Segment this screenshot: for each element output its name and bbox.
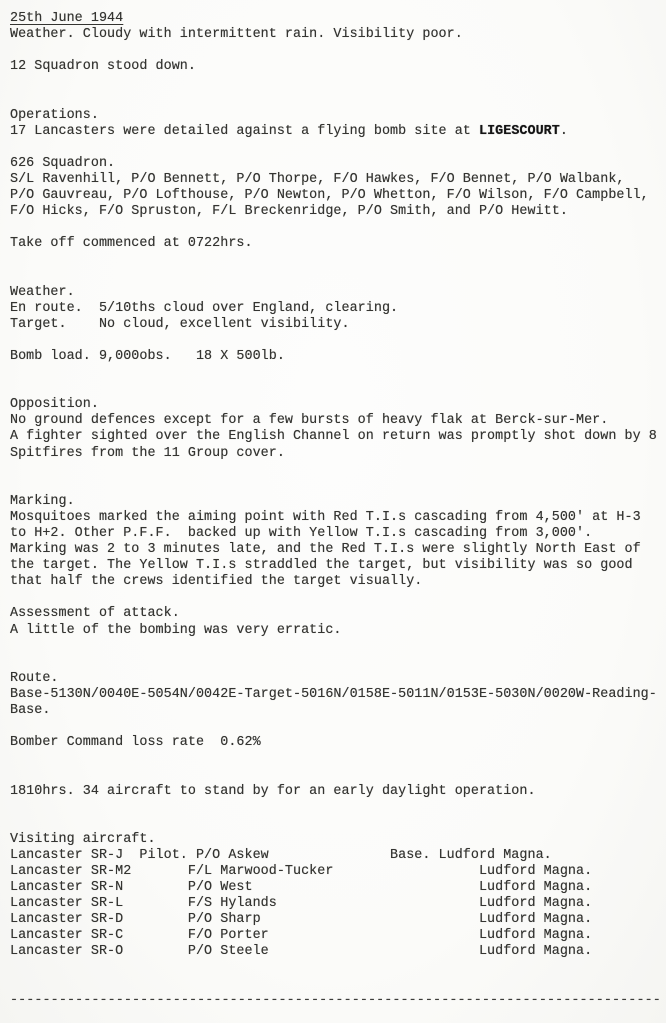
doc-line xyxy=(10,574,666,590)
text-run: Lancaster SR-J Pilot. P/O Askew Base. Ludford Magna. xyxy=(10,847,552,863)
text-run: Assessment of attack. xyxy=(10,606,180,622)
text-run: P/O Gauvreau, P/O Lofthouse, P/O Newton, P/O Whetton, F/O Wilson, F/O Campbell, xyxy=(10,188,649,204)
doc-line xyxy=(10,816,666,832)
text-run: Lancaster SR-O P/O Steele Ludford Magna. xyxy=(10,944,593,960)
text-run: En route. 5/10ths cloud over England, clearing. xyxy=(10,300,399,316)
text-run: Target. No cloud, excellent visibility. xyxy=(10,316,350,332)
doc-line xyxy=(10,993,666,1009)
doc-line xyxy=(10,397,666,413)
doc-line xyxy=(10,767,666,783)
doc-line xyxy=(10,703,666,719)
doc-line xyxy=(10,59,666,75)
doc-line xyxy=(10,671,666,687)
text-run: Route. xyxy=(10,670,59,686)
doc-line xyxy=(10,896,666,912)
doc-line xyxy=(10,172,666,188)
doc-line xyxy=(10,188,666,204)
text-run: Marking was 2 to 3 minutes late, and the Red T.I.s were slightly North East of xyxy=(10,542,641,558)
text-run: Lancaster SR-N P/O West Ludford Magna. xyxy=(10,880,593,896)
doc-line xyxy=(10,928,666,944)
text-run: Weather. xyxy=(10,284,75,300)
doc-line xyxy=(10,43,666,59)
doc-line xyxy=(10,446,666,462)
text-run: A little of the bombing was very erratic. xyxy=(10,622,342,638)
text-run: Visiting aircraft. xyxy=(10,831,156,847)
doc-line xyxy=(10,558,666,574)
text-run: Spitfires from the 11 Group cover. xyxy=(10,445,285,461)
text-run: Opposition. xyxy=(10,397,99,413)
doc-line xyxy=(10,349,666,365)
text-run: . xyxy=(559,123,568,139)
text-run: Bomb load. 9,000obs. 18 X 500lb. xyxy=(10,348,285,364)
doc-line xyxy=(10,220,666,236)
typed-dashed-rule: -------------------------------------------------------------------------------- xyxy=(10,992,661,1008)
text-run: the target. The Yellow T.I.s straddled the target, but visibility was so good xyxy=(10,558,633,574)
text-run: that half the crews identified the target visually. xyxy=(10,574,423,590)
text-run: A fighter sighted over the English Channel on return was promptly shot down by 8 xyxy=(10,429,657,445)
doc-line xyxy=(10,639,666,655)
doc-line xyxy=(10,381,666,397)
doc-line xyxy=(10,252,666,268)
doc-line xyxy=(10,317,666,333)
text-run: S/L Ravenhill, P/O Bennett, P/O Thorpe, F/O Hawkes, F/O Bennet, P/O Walbank, xyxy=(10,171,625,187)
text-run: 1810hrs. 34 aircraft to stand by for an early daylight operation. xyxy=(10,783,536,799)
doc-line xyxy=(10,977,666,993)
doc-line xyxy=(10,848,666,864)
text-run: Bomber Command loss rate 0.62% xyxy=(10,735,261,751)
text-run: Base-5130N/0040E-5054N/0042E-Target-5016N/0158E-5011N/0153E-5030N/0020W-Reading- xyxy=(10,686,657,702)
text-run: No ground defences except for a few bursts of heavy flak at Berck-sur-Mer. xyxy=(10,413,609,429)
text-run: Base. xyxy=(10,703,51,719)
doc-line xyxy=(10,27,666,43)
doc-line xyxy=(10,365,666,381)
doc-line xyxy=(10,606,666,622)
doc-line xyxy=(10,944,666,960)
doc-line xyxy=(10,285,666,301)
doc-line xyxy=(10,784,666,800)
text-run: Lancaster SR-L F/S Hylands Ludford Magna. xyxy=(10,896,593,912)
doc-line xyxy=(10,462,666,478)
doc-line xyxy=(10,832,666,848)
doc-line xyxy=(10,91,666,107)
doc-line xyxy=(10,880,666,896)
text-run: Weather. Cloudy with intermittent rain. Visibility poor. xyxy=(10,27,463,43)
text-run: F/O Hicks, F/O Spruston, F/L Breckenridge, P/O Smith, and P/O Hewitt. xyxy=(10,204,568,220)
doc-line xyxy=(10,912,666,928)
doc-line xyxy=(10,108,666,124)
text-run: Operations. xyxy=(10,107,99,123)
date-heading: 25th June 1944 xyxy=(10,11,124,26)
doc-line xyxy=(10,735,666,751)
text-run: Mosquitoes marked the aiming point with Red T.I.s cascading from 4,500' at H-3 xyxy=(10,509,641,525)
doc-line xyxy=(10,413,666,429)
doc-line xyxy=(10,429,666,445)
doc-line xyxy=(10,156,666,172)
doc-line xyxy=(10,236,666,252)
doc-line xyxy=(10,75,666,91)
doc-line xyxy=(10,301,666,317)
doc-line xyxy=(10,542,666,558)
doc-line xyxy=(10,124,666,140)
text-run: Lancaster SR-D P/O Sharp Ludford Magna. xyxy=(10,912,593,928)
doc-line xyxy=(10,11,666,27)
text-run: 626 Squadron. xyxy=(10,155,116,171)
doc-line xyxy=(10,864,666,880)
text-run: to H+2. Other P.F.F. backed up with Yellow T.I.s cascading from 3,000'. xyxy=(10,526,593,541)
doc-line xyxy=(10,800,666,816)
doc-line xyxy=(10,510,666,526)
doc-line xyxy=(10,269,666,285)
text-run: Lancaster SR-M2 F/L Marwood-Tucker Ludford Magna. xyxy=(10,863,593,879)
text-run: 17 Lancasters were detailed against a flying bomb site at xyxy=(10,123,479,139)
doc-line xyxy=(10,751,666,767)
doc-line xyxy=(10,140,666,156)
doc-line xyxy=(10,719,666,735)
text-run: Lancaster SR-C F/O Porter Ludford Magna. xyxy=(10,928,593,944)
doc-line xyxy=(10,494,666,510)
doc-line xyxy=(10,655,666,671)
doc-line xyxy=(10,623,666,639)
bold-text: LIGESCOURT xyxy=(478,123,560,139)
text-run: 12 Squadron stood down. xyxy=(10,59,196,75)
doc-line xyxy=(10,204,666,220)
doc-line xyxy=(10,687,666,703)
doc-line xyxy=(10,478,666,494)
text-run: Take off commenced at 0722hrs. xyxy=(10,236,253,252)
doc-line xyxy=(10,961,666,977)
doc-line xyxy=(10,526,666,542)
doc-line xyxy=(10,590,666,606)
text-run: Marking. xyxy=(10,493,75,509)
doc-line xyxy=(10,333,666,349)
